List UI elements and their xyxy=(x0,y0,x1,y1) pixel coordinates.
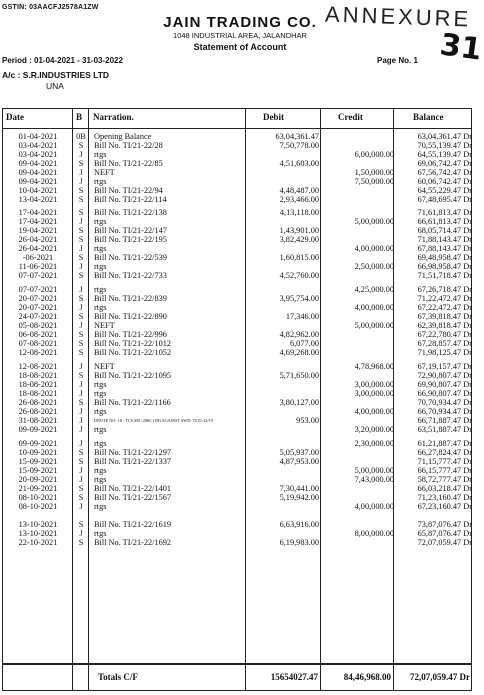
row-balance: 71,15,777.47 Dr xyxy=(417,457,472,466)
row-balance: 61,21,887.47 Dr xyxy=(417,439,472,448)
row-balance: 63,51,887.47 Dr xyxy=(417,425,472,434)
table-row xyxy=(2,217,472,226)
row-balance: 66,70,934.47 Dr xyxy=(417,407,472,416)
totals-label: Totals C/F xyxy=(98,672,138,682)
row-credit: 7,50,000.00 xyxy=(354,177,394,186)
row-book-type: S xyxy=(78,294,84,303)
row-date: 18-08-2021 xyxy=(18,389,58,398)
table-row xyxy=(2,226,472,235)
table-row xyxy=(2,362,472,371)
row-debit: 6,077.00 xyxy=(289,339,319,348)
table-row xyxy=(2,457,472,466)
row-book-type: J xyxy=(79,502,83,511)
row-date: 10-09-2021 xyxy=(18,448,58,457)
row-balance: 71,23,160.47 Dr xyxy=(417,493,472,502)
row-narration: Bill No. TI/21-22/1567 xyxy=(94,493,172,502)
row-narration: Bill No. TI/21-22/114 xyxy=(94,195,167,204)
row-date: 15-09-2021 xyxy=(18,457,58,466)
table-row xyxy=(2,285,472,294)
row-balance: 65,87,076.47 Dr xyxy=(417,529,472,538)
row-narration: rtgs xyxy=(94,285,107,294)
table-row xyxy=(2,177,472,186)
row-credit: 1,50,000.00 xyxy=(354,168,394,177)
row-date: 09-09-2021 xyxy=(18,439,58,448)
column-header-date: Date xyxy=(6,112,24,122)
table-row xyxy=(2,371,472,380)
table-row xyxy=(2,235,472,244)
table-row xyxy=(2,321,472,330)
row-narration: rtgs xyxy=(94,244,107,253)
row-book-type: S xyxy=(78,348,84,357)
row-credit: 4,00,000.00 xyxy=(354,407,394,416)
table-row xyxy=(2,348,472,357)
row-balance: 67,88,143.47 Dr xyxy=(417,244,472,253)
table-row xyxy=(2,159,472,168)
handwritten-mark: 31 xyxy=(437,27,484,68)
row-date: 15-09-2021 xyxy=(18,466,58,475)
row-narration: rtgs xyxy=(94,425,107,434)
row-book-type: J xyxy=(79,285,83,294)
column-header-credit: Credit xyxy=(338,112,363,122)
row-balance: 71,22,472.47 Dr xyxy=(417,294,472,303)
table-row xyxy=(2,312,472,321)
row-date: 09-09-2021 xyxy=(18,425,58,434)
row-debit: 3,82,429.00 xyxy=(279,235,319,244)
table-row xyxy=(2,398,472,407)
row-date: 31-08-2021 xyxy=(18,416,58,425)
row-book-type: S xyxy=(78,493,84,502)
statement-title: Statement of Account xyxy=(193,42,287,52)
table-row xyxy=(2,303,472,312)
row-balance: 72,07,059.47 Dr xyxy=(417,538,472,547)
table-row xyxy=(2,484,472,493)
row-credit: 7,43,000.00 xyxy=(354,475,394,484)
table-row xyxy=(2,425,472,434)
row-book-type: J xyxy=(79,177,83,186)
table-row xyxy=(2,475,472,484)
row-book-type: S xyxy=(78,271,84,280)
column-header-narration: Narration. xyxy=(93,112,134,122)
row-debit: 3,95,754.00 xyxy=(279,294,319,303)
row-date: 22-10-2021 xyxy=(18,538,58,547)
row-balance: 71,88,143.47 Dr xyxy=(417,235,472,244)
row-book-type: S xyxy=(78,457,84,466)
row-date: 13-10-2021 xyxy=(18,529,58,538)
row-date: 11-06-2021 xyxy=(18,262,58,271)
row-book-type: S xyxy=(78,312,84,321)
row-date: 26-08-2021 xyxy=(18,407,58,416)
table-row xyxy=(2,186,472,195)
row-date: 07-07-2021 xyxy=(18,285,58,294)
table-row xyxy=(2,439,472,448)
row-narration: Bill No. TI/21-22/138 xyxy=(94,208,167,217)
column-header-balance: Balance xyxy=(413,112,444,122)
row-date: 21-09-2021 xyxy=(18,484,58,493)
page-number: Page No. 1 xyxy=(377,56,418,65)
gstin-label: GSTIN: 03AACFJ2578A1ZW xyxy=(2,4,99,11)
row-balance: 66,90,807.47 Dr xyxy=(417,389,472,398)
row-book-type: J xyxy=(79,380,83,389)
row-debit: 3,80,127.00 xyxy=(279,398,319,407)
row-debit: 4,52,760.00 xyxy=(279,271,319,280)
row-date: 05-08-2021 xyxy=(18,321,58,330)
row-book-type: S xyxy=(78,339,84,348)
row-debit: 4,13,118.00 xyxy=(279,208,319,217)
row-balance: 67,28,857.47 Dr xyxy=(417,339,472,348)
row-credit: 6,00,000.00 xyxy=(354,150,394,159)
row-narration: Bill No. TI/21-22/733 xyxy=(94,271,167,280)
row-date: 20-07-2021 xyxy=(18,303,58,312)
row-balance: 67,23,160.47 Dr xyxy=(417,502,472,511)
row-date: 26-04-2021 xyxy=(18,244,58,253)
row-book-type: J xyxy=(79,389,83,398)
row-date: 13-10-2021 xyxy=(18,520,58,529)
row-narration: NEFT xyxy=(94,321,115,330)
row-credit: 3,00,000.00 xyxy=(354,389,394,398)
row-debit: 63,04,361.47 xyxy=(275,132,319,141)
row-book-type: J xyxy=(79,303,83,312)
row-book-type: S xyxy=(78,330,84,339)
row-date: 18-08-2021 xyxy=(18,371,58,380)
row-narration: rtgs xyxy=(94,262,107,271)
column-header-debit: Debit xyxy=(263,112,284,122)
row-book-type: J xyxy=(79,466,83,475)
row-balance: 62,39,818.47 Dr xyxy=(417,321,472,330)
row-book-type: S xyxy=(78,448,84,457)
row-narration: Bill No. TI/21-22/1337 xyxy=(94,457,172,466)
row-credit: 5,00,000.00 xyxy=(354,321,394,330)
table-row xyxy=(2,389,472,398)
table-row xyxy=(2,493,472,502)
row-date: 24-07-2021 xyxy=(18,312,58,321)
row-balance: 67,19,157.47 Dr xyxy=(417,362,472,371)
table-row xyxy=(2,466,472,475)
row-debit: 4,51,603.00 xyxy=(279,159,319,168)
row-balance: 64,55,229.47 Dr xyxy=(417,186,472,195)
table-row xyxy=(2,195,472,204)
row-date: -06-2021 xyxy=(22,253,54,262)
row-date: 18-08-2021 xyxy=(18,380,58,389)
row-date: 13-04-2021 xyxy=(18,195,58,204)
row-credit: 4,00,000.00 xyxy=(354,502,394,511)
company-address: 1048 INDUSTRIAL AREA, JALANDHAR xyxy=(173,31,307,40)
row-debit: 1,43,901.00 xyxy=(279,226,319,235)
row-date: 08-10-2021 xyxy=(18,493,58,502)
row-debit: 4,82,962.00 xyxy=(279,330,319,339)
row-credit: 3,00,000.00 xyxy=(354,380,394,389)
table-row xyxy=(2,208,472,217)
table-row xyxy=(2,520,472,529)
row-credit: 8,00,000.00 xyxy=(354,529,394,538)
row-credit: 3,20,000.00 xyxy=(354,425,394,434)
row-narration: Bill No. TI/21-22/85 xyxy=(94,159,163,168)
row-narration: Bill No. TI/21-22/1619 xyxy=(94,520,172,529)
row-narration: Bill No. TI/21-22/28 xyxy=(94,141,163,150)
row-debit: 5,05,937.00 xyxy=(279,448,319,457)
row-balance: 69,90,807.47 Dr xyxy=(417,380,472,389)
table-row xyxy=(2,448,472,457)
row-narration: Bill No. TI/21-22/1297 xyxy=(94,448,172,457)
row-credit: 4,00,000.00 xyxy=(354,303,394,312)
table-row xyxy=(2,330,472,339)
row-narration: Bill No. TI/21-22/195 xyxy=(94,235,167,244)
row-date: 26-08-2021 xyxy=(18,398,58,407)
company-name: JAIN TRADING CO. xyxy=(163,14,317,31)
row-book-type: S xyxy=(78,484,84,493)
statement-period: Period : 01-04-2021 - 31-03-2022 xyxy=(2,56,123,65)
row-narration: Opening Balance xyxy=(94,132,152,141)
row-narration: rtgs xyxy=(94,217,107,226)
row-narration: Bill No. TI/21-22/1012 xyxy=(94,339,172,348)
row-narration: rtgs xyxy=(94,303,107,312)
row-date: 10-04-2021 xyxy=(18,186,58,195)
row-date: 26-04-2021 xyxy=(18,235,58,244)
row-narration: Bill No. TI/21-22/996 xyxy=(94,330,167,339)
row-debit: 4,87,953.00 xyxy=(279,457,319,466)
row-narration: rtgs xyxy=(94,389,107,398)
row-book-type: J xyxy=(79,362,83,371)
row-narration: Bill No. TI/21-22/94 xyxy=(94,186,163,195)
row-book-type: S xyxy=(78,398,84,407)
row-date: 09-04-2021 xyxy=(18,177,58,186)
row-debit: 5,71,650.00 xyxy=(279,371,319,380)
row-date: 12-08-2021 xyxy=(18,348,58,357)
table-row xyxy=(2,538,472,547)
row-balance: 66,03,218.47 Dr xyxy=(417,484,472,493)
row-balance: 69,48,958.47 Dr xyxy=(417,253,472,262)
row-debit: 4,48,487.00 xyxy=(279,186,319,195)
row-book-type: S xyxy=(78,253,84,262)
row-balance: 67,39,818.47 Dr xyxy=(417,312,472,321)
row-narration: rtgs xyxy=(94,466,107,475)
row-balance: 71,51,718.47 Dr xyxy=(417,271,472,280)
row-book-type: J xyxy=(79,475,83,484)
row-date: 19-04-2021 xyxy=(18,226,58,235)
row-book-type: J xyxy=(79,244,83,253)
row-book-type: J xyxy=(79,150,83,159)
row-date: 20-09-2021 xyxy=(18,475,58,484)
row-date: 01-04-2021 xyxy=(18,132,58,141)
row-date: 09-04-2021 xyxy=(18,168,58,177)
table-row xyxy=(2,416,472,425)
row-balance: 63,04,361.47 Dr xyxy=(417,132,472,141)
row-narration: Bill No. TI/21-22/1052 xyxy=(94,348,172,357)
row-balance: 71,61,813.47 Dr xyxy=(417,208,472,217)
row-balance: 67,26,718.47 Dr xyxy=(417,285,472,294)
row-narration: rtgs xyxy=(94,529,107,538)
row-book-type: S xyxy=(78,159,84,168)
table-row xyxy=(2,132,472,141)
row-book-type: J xyxy=(79,321,83,330)
row-balance: 67,22,472.47 Dr xyxy=(417,303,472,312)
table-row xyxy=(2,339,472,348)
row-narration: rtgs xyxy=(94,380,107,389)
row-narration: rtgs xyxy=(94,177,107,186)
row-date: 03-04-2021 xyxy=(18,141,58,150)
row-credit: 4,25,000.00 xyxy=(354,285,394,294)
table-row xyxy=(2,502,472,511)
row-book-type: J xyxy=(79,217,83,226)
row-credit: 4,78,968.00 xyxy=(354,362,394,371)
row-book-type: J xyxy=(79,416,83,425)
row-narration: DNOTE NO- 18 - TCS SEC 206C (1H) AGAINST SWD- TI/21-22/19 xyxy=(94,418,213,423)
row-debit: 6,63,916.00 xyxy=(279,520,319,529)
row-debit: 17,346.00 xyxy=(285,312,319,321)
row-narration: rtgs xyxy=(94,439,107,448)
totals-credit: 84,46,968.00 xyxy=(343,672,391,682)
row-balance: 68,05,714.47 Dr xyxy=(417,226,472,235)
table-row xyxy=(2,407,472,416)
table-row xyxy=(2,294,472,303)
row-balance: 73,87,076.47 Dr xyxy=(417,520,472,529)
row-balance: 60,06,742.47 Dr xyxy=(417,177,472,186)
row-credit: 5,00,000.00 xyxy=(354,217,394,226)
row-book-type: S xyxy=(78,520,84,529)
row-date: 03-04-2021 xyxy=(18,150,58,159)
row-book-type: S xyxy=(78,226,84,235)
row-narration: rtgs xyxy=(94,407,107,416)
row-narration: Bill No. TI/21-22/539 xyxy=(94,253,167,262)
row-debit: 7,50,778.00 xyxy=(279,141,319,150)
row-book-type: S xyxy=(78,186,84,195)
row-credit: 2,30,000.00 xyxy=(354,439,394,448)
table-row xyxy=(2,271,472,280)
row-narration: NEFT xyxy=(94,362,115,371)
table-row xyxy=(2,141,472,150)
row-debit: 2,93,466.00 xyxy=(279,195,319,204)
row-narration: Bill No. TI/21-22/1166 xyxy=(94,398,171,407)
table-row xyxy=(2,244,472,253)
row-narration: Bill No. TI/21-22/1401 xyxy=(94,484,172,493)
row-balance: 67,22,780.47 Dr xyxy=(417,330,472,339)
table-row xyxy=(2,529,472,538)
row-narration: rtgs xyxy=(94,475,107,484)
row-narration: Bill No. TI/21-22/147 xyxy=(94,226,167,235)
row-balance: 66,71,887.47 Dr xyxy=(417,416,472,425)
row-date: 17-04-2021 xyxy=(18,208,58,217)
row-balance: 69,06,742.47 Dr xyxy=(417,159,472,168)
row-credit: 4,00,000.00 xyxy=(354,244,394,253)
row-balance: 72,90,807.47 Dr xyxy=(417,371,472,380)
row-date: 06-08-2021 xyxy=(18,330,58,339)
account-name: A/c : S.R.INDUSTRIES LTD xyxy=(2,70,110,80)
row-book-type: S xyxy=(78,538,84,547)
table-row xyxy=(2,380,472,389)
row-narration: Bill No. TI/21-22/1692 xyxy=(94,538,172,547)
row-date: 09-04-2021 xyxy=(18,159,58,168)
annexure-stamp: ANNEXURE xyxy=(324,1,472,32)
table-row xyxy=(2,150,472,159)
row-narration: rtgs xyxy=(94,502,107,511)
row-balance: 64,55,139.47 Dr xyxy=(417,150,472,159)
row-debit: 953.00 xyxy=(296,416,319,425)
row-narration: Bill No. TI/21-22/890 xyxy=(94,312,167,321)
table-row xyxy=(2,262,472,271)
row-date: 07-08-2021 xyxy=(18,339,58,348)
row-book-type: J xyxy=(79,425,83,434)
account-city: UNA xyxy=(46,81,64,91)
row-book-type: S xyxy=(78,208,84,217)
row-book-type: J xyxy=(79,439,83,448)
row-debit: 6,19,983.00 xyxy=(279,538,319,547)
row-balance: 71,98,125.47 Dr xyxy=(417,348,472,357)
row-book-type: S xyxy=(78,235,84,244)
row-debit: 7,30,441.00 xyxy=(279,484,319,493)
row-balance: 70,55,139.47 Dr xyxy=(417,141,472,150)
row-book-type: 0B xyxy=(76,132,86,141)
row-balance: 66,27,824.47 Dr xyxy=(417,448,472,457)
row-debit: 1,60,815.00 xyxy=(279,253,319,262)
row-narration: rtgs xyxy=(94,150,107,159)
row-debit: 5,19,942.00 xyxy=(279,493,319,502)
row-book-type: J xyxy=(79,168,83,177)
table-row xyxy=(2,253,472,262)
row-date: 08-10-2021 xyxy=(18,502,58,511)
row-balance: 66,61,813.47 Dr xyxy=(417,217,472,226)
row-date: 07-07-2021 xyxy=(18,271,58,280)
row-book-type: S xyxy=(78,371,84,380)
row-date: 20-07-2021 xyxy=(18,294,58,303)
row-balance: 66,15,777.47 Dr xyxy=(417,466,472,475)
row-balance: 70,70,934.47 Dr xyxy=(417,398,472,407)
row-narration: Bill No. TI/21-22/1095 xyxy=(94,371,172,380)
row-balance: 67,48,695.47 Dr xyxy=(417,195,472,204)
totals-debit: 15654027.47 xyxy=(270,672,318,682)
table-row xyxy=(2,168,472,177)
row-date: 12-08-2021 xyxy=(18,362,58,371)
row-book-type: J xyxy=(79,262,83,271)
row-balance: 58,72,777.47 Dr xyxy=(417,475,472,484)
row-book-type: J xyxy=(79,407,83,416)
row-book-type: S xyxy=(78,141,84,150)
row-book-type: S xyxy=(78,195,84,204)
row-book-type: J xyxy=(79,529,83,538)
row-debit: 4,69,268.00 xyxy=(279,348,319,357)
row-narration: Bill No. TI/21-22/839 xyxy=(94,294,167,303)
column-header-b: B xyxy=(76,112,83,122)
row-narration: NEFT xyxy=(94,168,115,177)
row-credit: 2,50,000.00 xyxy=(354,262,394,271)
row-date: 17-04-2021 xyxy=(18,217,58,226)
row-credit: 5,00,000.00 xyxy=(354,466,394,475)
totals-balance: 72,07,059.47 Dr xyxy=(410,672,470,682)
row-balance: 67,56,742.47 Dr xyxy=(417,168,472,177)
row-balance: 66,98,958.47 Dr xyxy=(417,262,472,271)
